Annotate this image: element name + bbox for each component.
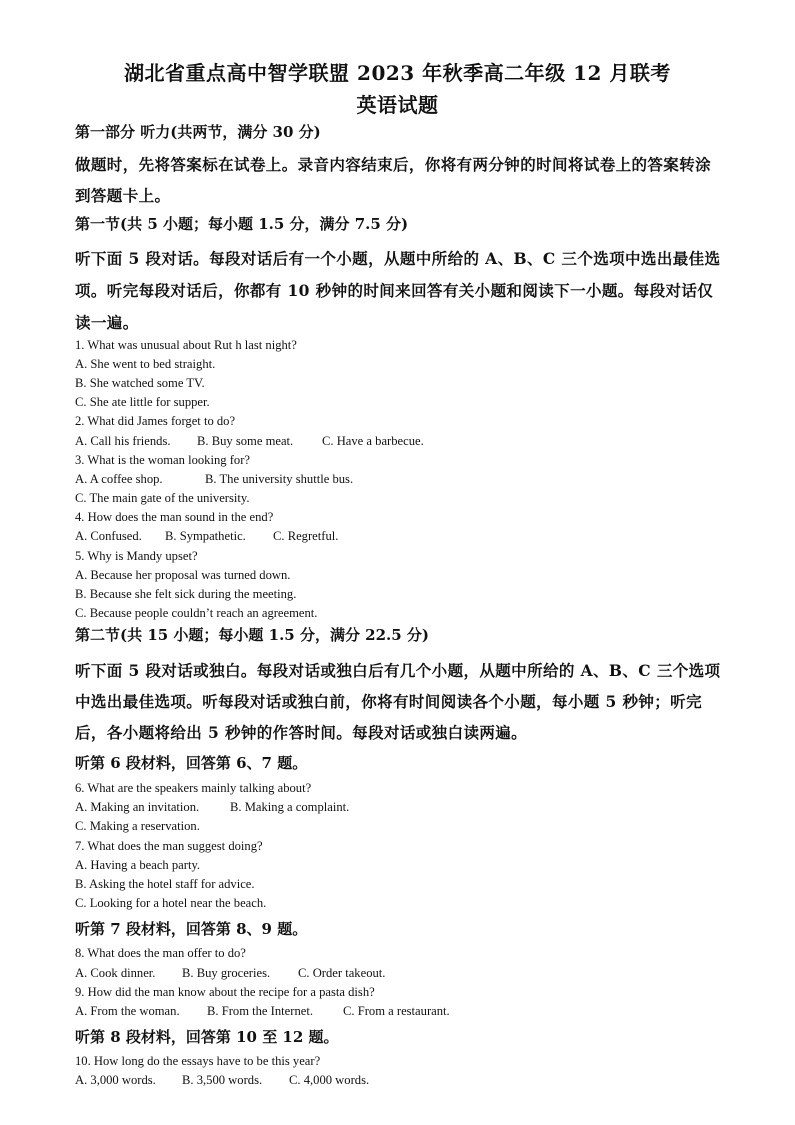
part1-directions-line: 到答题卡上。 [75,186,171,205]
question-6-option-a: A. Making an invitation. [75,800,200,814]
question-9-option-a: A. From the woman. [75,1004,180,1018]
exam-title: 湖北省重点高中智学联盟 2023 年秋季高二年级 12 月联考 [124,61,671,85]
question-6-option-c: C. Making a reservation. [75,819,200,833]
question-10-option-a: A. 3,000 words. [75,1073,156,1087]
question-1-option-c: C. She ate little for supper. [75,395,210,409]
question-10-stem: 10. How long do the essays have to be this year? [75,1054,321,1068]
question-3-option-b: B. The university shuttle bus. [205,472,354,486]
part1-heading: 第一部分 听力(共两节，满分 30 分) [75,123,321,141]
question-4-option-a: A. Confused. [75,529,142,543]
question-4-option-b: B. Sympathetic. [165,529,246,543]
question-1-option-a: A. She went to bed straight. [75,357,216,371]
question-2-option-b: B. Buy some meat. [197,434,294,448]
question-5-option-c: C. Because people couldn’t reach an agreement. [75,606,318,620]
question-2-stem: 2. What did James forget to do? [75,414,236,428]
question-5-stem: 5. Why is Mandy upset? [75,549,198,563]
question-6-options [75,800,349,815]
question-9-stem: 9. How did the man know about the recipe for a pasta dish? [75,985,375,999]
material-6-heading: 听第 6 段材料，回答第 6、7 题。 [75,754,308,772]
question-5-option-b: B. Because she felt sick during the meeting. [75,587,297,601]
section2-instructions-line: 听下面 5 段对话或独白。每段对话或独白后有几个小题，从题中所给的 A、B、C 三个选项 [75,661,721,680]
question-9-option-c: C. From a restaurant. [343,1004,450,1018]
question-1-option-b: B. She watched some TV. [75,376,205,390]
material-8-heading: 听第 8 段材料，回答第 10 至 12 题。 [75,1028,339,1046]
question-4-option-c: C. Regretful. [273,529,339,543]
question-10-options [75,1073,369,1088]
question-2-option-c: C. Have a barbecue. [322,434,424,448]
question-2-options [75,434,424,449]
question-5-option-a: A. Because her proposal was turned down. [75,568,291,582]
question-7-option-a: A. Having a beach party. [75,858,201,872]
question-3-stem: 3. What is the woman looking for? [75,453,250,467]
part1-directions-line: 做题时，先将答案标在试卷上。录音内容结束后，你将有两分钟的时间将试卷上的答案转涂 [75,155,712,174]
section1-instructions-line: 项。听完每段对话后，你都有 10 秒钟的时间来回答有关小题和阅读下一小题。每段对话仅 [75,281,714,300]
section2-instructions-line: 中选出最佳选项。听每段对话或独白前，你将有时间阅读各个小题，每小题 5 秒钟；听完 [75,692,702,711]
question-8-option-a: A. Cook dinner. [75,966,156,980]
question-6-option-b: B. Making a complaint. [230,800,350,814]
question-9-option-b: B. From the Internet. [207,1004,313,1018]
question-8-option-c: C. Order takeout. [298,966,386,980]
section2-instructions-line: 后，各小题将给出 5 秒钟的作答时间。每段对话或独白读两遍。 [75,723,528,742]
question-8-stem: 8. What does the man offer to do? [75,946,246,960]
question-2-option-a: A. Call his friends. [75,434,171,448]
section2-heading: 第二节(共 15 小题；每小题 1.5 分，满分 22.5 分) [75,626,430,644]
question-10-option-b: B. 3,500 words. [182,1073,263,1087]
question-3-option-c: C. The main gate of the university. [75,491,250,505]
question-10-option-c: C. 4,000 words. [289,1073,370,1087]
question-3-options [75,472,353,487]
material-7-heading: 听第 7 段材料，回答第 8、9 题。 [75,920,308,938]
question-8-options [75,966,385,981]
question-8-option-b: B. Buy groceries. [182,966,271,980]
question-7-stem: 7. What does the man suggest doing? [75,839,263,853]
question-1-stem: 1. What was unusual about Rut h last night? [75,338,297,352]
section1-instructions-line: 读一遍。 [75,313,139,332]
question-4-options [75,529,338,544]
question-3-option-a: A. A coffee shop. [75,472,163,486]
question-4-stem: 4. How does the man sound in the end? [75,510,274,524]
question-9-options [75,1004,450,1019]
question-6-stem: 6. What are the speakers mainly talking about? [75,781,312,795]
section1-heading: 第一节(共 5 小题；每小题 1.5 分，满分 7.5 分) [75,215,409,233]
section1-instructions-line: 听下面 5 段对话。每段对话后有一个小题，从题中所给的 A、B、C 三个选项中选出最佳选 [75,249,721,268]
question-7-option-b: B. Asking the hotel staff for advice. [75,877,255,891]
question-7-option-c: C. Looking for a hotel near the beach. [75,896,267,910]
exam-subject-title: 英语试题 [356,93,439,117]
